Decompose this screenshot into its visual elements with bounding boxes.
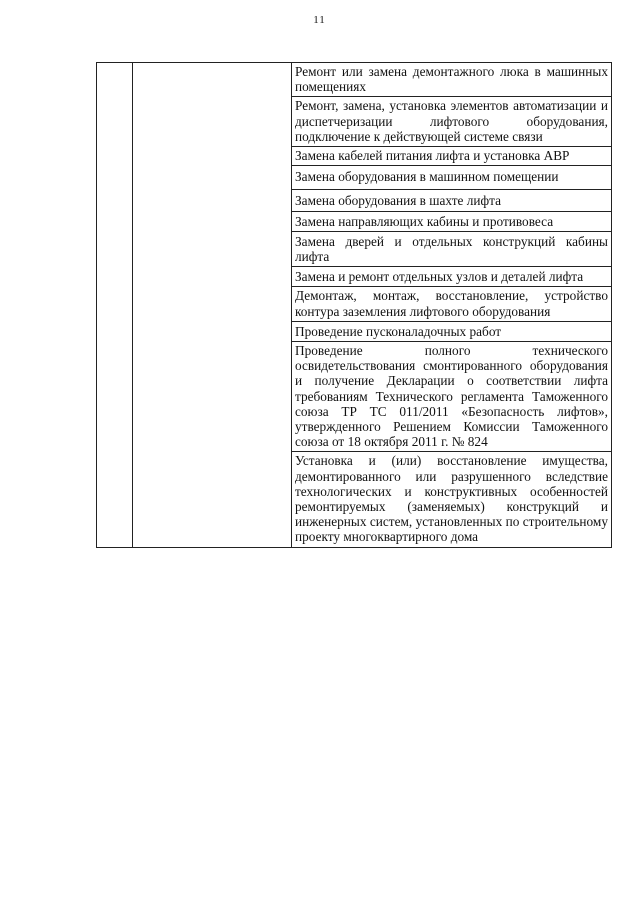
work-cell [292,211,612,231]
work-cell [292,342,612,452]
work-text: Замена оборудования в машинном помещении [295,169,559,185]
work-text: Замена и ремонт отдельных узлов и деталей лифта [295,269,584,285]
work-cell [292,147,612,166]
page-number: 11 [313,14,326,26]
work-cell [292,267,612,287]
work-text: Демонтаж, монтаж, восстановление, устройство контура заземления лифтового оборудования [295,288,608,319]
work-cell [292,231,612,266]
works-table [96,62,612,548]
work-text: Проведение полного технического освидетельствования смонтированного оборудования и получение Декларации о соответствии лифта требованиям Технического регламента Таможенного союза ТР ТС 011/2011 «Безопасность лифтов», утвержденного Решением Комиссии Таможенного союза от 18 октября 2011 г. № 824 [295,343,608,450]
work-text: Замена кабелей питания лифта и установка АВР [295,148,570,164]
work-text: Проведение пусконаладочных работ [295,323,502,339]
work-cell [292,97,612,147]
work-text: Ремонт, замена, установка элементов автоматизации и диспетчеризации лифтового оборудования, подключение к действующей системе связи [295,98,608,144]
element-column-cell [133,63,292,548]
work-cell [292,287,612,321]
work-cell [292,452,612,547]
work-text: Замена оборудования в шахте лифта [295,193,501,209]
work-cell [292,166,612,190]
work-text: Замена направляющих кабины и противовеса [295,213,554,229]
work-cell [292,63,612,97]
table-row [97,63,612,97]
work-cell [292,321,612,341]
work-text: Замена дверей и отдельных конструкций кабины лифта [295,233,608,265]
work-text: Установка и (или) восстановление имущества, демонтированного или разрушенного вследствие технологических и конструктивных особенностей ремонтируемых (заменяемых) конструкций и инженерных систем, установленных по строительному проекту многоквартирного дома [295,453,608,545]
work-text: Ремонт или замена демонтажного люка в машинных помещениях [295,64,608,95]
work-cell [292,190,612,211]
number-column-cell [97,63,133,548]
